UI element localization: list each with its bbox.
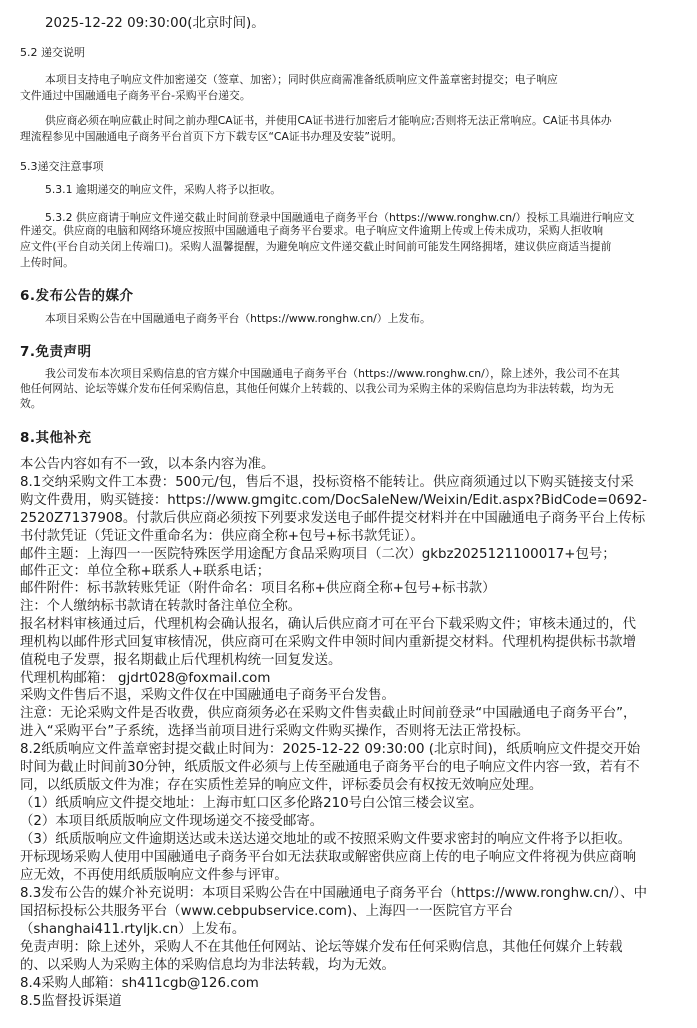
s8-line-17: 8.2纸质响应文件盖章密封提交截止时间为：2025-12-22 09:30:00 (北京时间)，纸质响应文件提交开始 (20, 742, 641, 757)
s52-p2-line-2: 理流程参见中国融通电子商务平台首页下方下载专区“CA证书办理及安装”说明。 (20, 130, 403, 143)
s8-line-30-purchaser-email: 8.4采购人邮箱：sh411cgb@126.com (20, 976, 259, 991)
s8-line-8: 邮件附件：标书款转账凭证（附件命名：项目名称+供应商全称+包号+标书款） (20, 581, 496, 596)
s8-line-26: 国招标投标公共服务平台（www.cebpubservice.com)、上海四一一医院官方平台 (20, 904, 513, 919)
s52-p1-line-1: 本项目支持电子响应文件加密递交（签章、加密）；同时供应商需准备纸质响应文件盖章密封提交；电子响应 (45, 73, 558, 86)
s8-line-14: 采购文件售后不退，采购文件仅在中国融通电子商务平台发售。 (20, 688, 395, 703)
s8-line-18: 时间为截止时间前30分钟，纸质版文件必须与上传至融通电子商务平台的电子响应文件内容一致，若有不 (20, 760, 640, 775)
s8-line-4: 2520Z7137908。付款后供应商必须按下列要求发送电子邮件提交材料并在中国融通电子商务平台上传标 (20, 511, 646, 526)
s8-line-1: 本公告内容如有不一致，以本条内容为准。 (20, 457, 275, 472)
s52-p2-line-1: 供应商必须在响应截止时间之前办理CA证书，并使用CA证书进行加密后才能响应;否则将无法正常响应。CA证书具体办 (45, 114, 612, 127)
s8-line-21: （2）本项目纸质版响应文件现场递交不接受邮寄。 (20, 814, 324, 829)
s8-line-10: 报名材料审核通过后，代理机构会确认报名，确认后供应商才可在平台下载采购文件；审核未通过的，代 (20, 617, 636, 632)
top-date-line: 2025-12-22 09:30:00(北京时间)。 (45, 16, 265, 31)
s8-line-20: （1）纸质响应文件提交地址：上海市虹口区多伦路210号白公馆三楼会议室。 (20, 796, 483, 811)
s8-line-24: 应无效，不再使用纸质版响应文件参与评审。 (20, 868, 288, 883)
s8-line-25: 8.3发布公告的媒介补充说明：本项目采购公告在中国融通电子商务平台（https://www.ronghw.cn/）、中 (20, 886, 647, 901)
s7-p1-line-3: 效。 (20, 397, 42, 410)
section-8-title: 8.其他补充 (20, 430, 92, 446)
section-5-2-title: 5.2 递交说明 (20, 46, 85, 59)
s8-line-31: 8.5监督投诉渠道 (20, 994, 122, 1009)
s8-line-7: 邮件正文：单位全称+联系人+联系电话； (20, 564, 271, 579)
s53-p1: 5.3.1 逾期递交的响应文件，采购人将予以拒收。 (45, 183, 282, 196)
s8-line-3: 购文件费用，购买链接：https://www.gmgitc.com/DocSaleNew/Weixin/Edit.aspx?BidCode=0692- (20, 493, 647, 508)
s7-p1-line-1: 我公司发布本次项目采购信息的官方媒介中国融通电子商务平台（https://www.ronghw.cn/），除上述外，我公司不在其 (45, 367, 620, 380)
s8-line-13-agency-email: 代理机构邮箱： gjdrt028@foxmail.com (20, 671, 271, 686)
s8-line-11: 理机构以邮件形式回复审核情况，供应商可在采购文件申领时间内重新提交材料。代理机构提供标书款增 (20, 635, 636, 650)
s53-p2-line-1: 5.3.2 供应商请于响应文件递交截止时间前登录中国融通电子商务平台（https://www.ronghw.cn/）投标工具端进行响应文 (45, 211, 635, 224)
s53-p2-line-4: 上传时间。 (20, 256, 74, 269)
s53-p2-line-3: 应文件(平台自动关闭上传端口)。采购人温馨提醒，为避免响应文件递交截止时间前可能发生网络拥堵，建议供应商适当提前 (20, 240, 612, 253)
s8-line-6: 邮件主题：上海四一一医院特殊医学用途配方食品采购项目（二次）gkbz2025121100017+包号； (20, 547, 616, 562)
s53-p2-line-2: 件递交。供应商的电脑和网络环境应按照中国融通电子商务平台要求。电子响应文件逾期上传或上传未成功，采购人拒收响 (20, 224, 604, 237)
s8-line-22: （3）纸质版响应文件逾期送达或未送达递交地址的或不按照采购文件要求密封的响应文件将予以拒收。 (20, 832, 632, 847)
s8-line-5: 书付款凭证（凭证文件重命名为：供应商全称+包号+标书款凭证）。 (20, 529, 425, 544)
section-7-title: 7.免责声明 (20, 344, 92, 360)
s8-line-27: （shanghai411.rtyljk.cn）上发布。 (20, 922, 246, 937)
section-6-title: 6.发布公告的媒介 (20, 288, 134, 304)
s8-line-15: 注意：无论采购文件是否收费，供应商须务必在采购文件售卖截止时间前登录“中国融通电子商务平台”， (20, 706, 637, 721)
s7-p1-line-2: 他任何网站、论坛等媒介发布任何采购信息，其他任何媒介上转载的、以我公司为采购主体的采购信息均为非法转载，均为无 (20, 382, 614, 395)
s8-line-12: 值税电子发票，报名期截止后代理机构统一回复发送。 (20, 653, 342, 668)
s8-line-2: 8.1交纳采购文件工本费：500元/包，售后不退，投标资格不能转让。供应商须通过以下购买链接支付采 (20, 475, 634, 490)
s8-line-23: 开标现场采购人使用中国融通电子商务平台如无法获取或解密供应商上传的电子响应文件将视为供应商响 (20, 850, 636, 865)
s8-line-19: 同，以纸质版文件为准；存在实质性差异的响应文件，评标委员会有权按无效响应处理。 (20, 778, 543, 793)
section-5-3-title: 5.3递交注意事项 (20, 160, 104, 173)
s6-p1: 本项目采购公告在中国融通电子商务平台（https://www.ronghw.cn/）上发布。 (45, 312, 431, 325)
s8-line-28: 免责声明：除上述外，采购人不在其他任何网站、论坛等媒介发布任何采购信息，其他任何媒介上转载 (20, 940, 623, 955)
s8-line-16: 进入“采购平台”子系统，选择当前项目进行采购文件购买操作，否则将无法正常投标。 (20, 724, 530, 739)
s52-p1-line-2: 文件通过中国融通电子商务平台-采购平台递交。 (20, 89, 251, 102)
s8-line-29: 的、以采购人为采购主体的采购信息均为非法转载，均为无效。 (20, 958, 395, 973)
s8-line-9: 注：个人缴纳标书款请在转款时备注单位全称。 (20, 599, 302, 614)
